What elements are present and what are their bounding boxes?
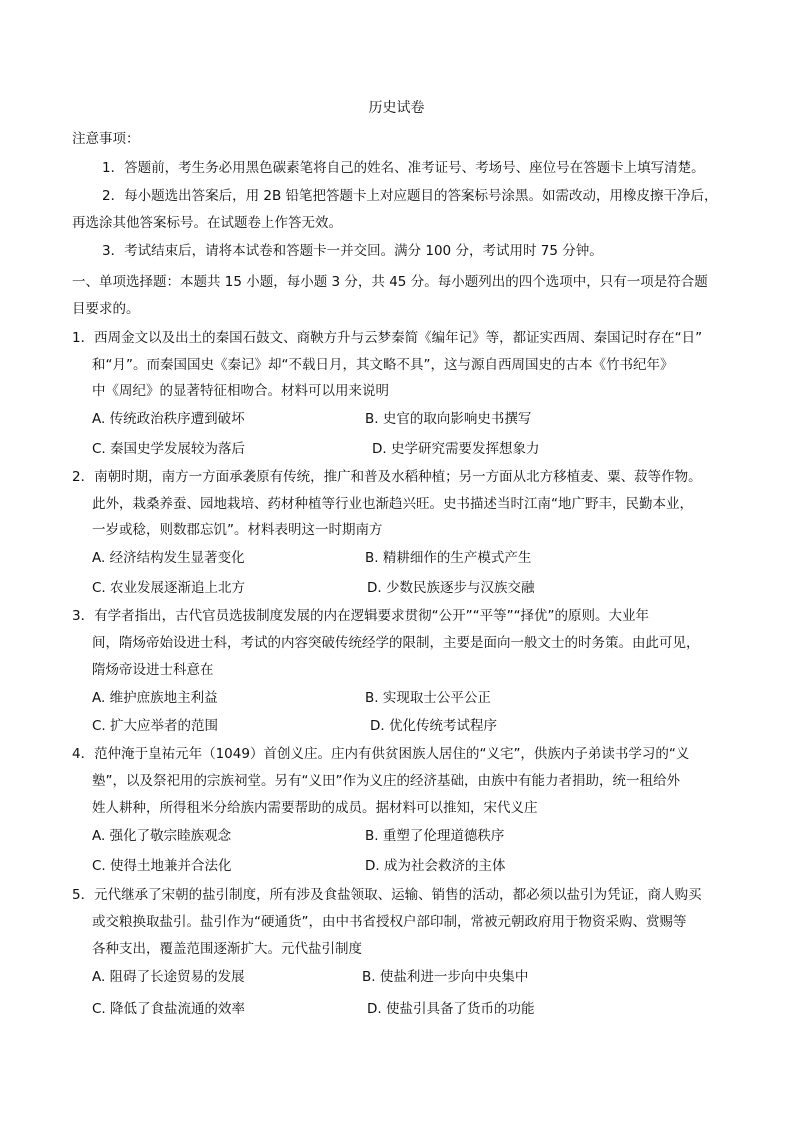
section-heading-cont: 目要求的。: [72, 301, 140, 317]
q1-stem-line-1: 1．西周金文以及出土的秦国石鼓文、商鞅方升与云梦秦简《编年记》等，都证实西周、秦国记时存在“日”: [72, 330, 703, 346]
q5-stem-line-1: 5．元代继承了宋朝的盐引制度，所有涉及食盐领取、运输、销售的活动，都必须以盐引为凭证，商人购买: [72, 887, 702, 903]
q5-option-c[interactable]: C. 降低了食盐流通的效率: [92, 1001, 246, 1017]
notice-item-2: 2．每小题选出答案后，用 2B 铅笔把答题卡上对应题目的答案标号涂黑。如需改动，用橡皮擦干净后，: [102, 188, 718, 204]
notice-item-3: 3．考试结束后，请将本试卷和答题卡一并交回。满分 100 分，考试用时 75 分钟。: [102, 243, 603, 259]
q4-option-c[interactable]: C. 使得土地兼并合法化: [92, 858, 232, 874]
q3-stem-line-1: 3．有学者指出，古代官员选拔制度发展的内在逻辑要求贯彻“公开”“平等”“择优”的原则。大业年: [72, 608, 650, 624]
q1-option-d[interactable]: D. 史学研究需要发挥想象力: [372, 441, 540, 457]
q3-option-c[interactable]: C. 扩大应举者的范围: [92, 718, 219, 734]
q1-option-a[interactable]: A. 传统政治秩序遭到破坏: [92, 411, 245, 427]
q3-stem-line-2: 间，隋炀帝始设进士科，考试的内容突破传统经学的限制，主要是面向一般文士的时务策。由此可见，: [92, 635, 700, 651]
section-heading: 一、单项选择题：本题共 15 小题，每小题 3 分，共 45 分。每小题列出的四个选项中，只有一项是符合题: [72, 274, 708, 290]
q3-option-b[interactable]: B. 实现取士公平公正: [365, 690, 491, 706]
q4-option-b[interactable]: B. 重塑了伦理道德秩序: [365, 828, 505, 844]
q1-option-b[interactable]: B. 史官的取向影响史书撰写: [365, 411, 532, 427]
q2-stem-line-3: 一岁或稔，则数郡忘饥”。材料表明这一时期南方: [92, 522, 383, 538]
page-title: 历史试卷: [368, 100, 425, 116]
q2-option-a[interactable]: A. 经济结构发生显著变化: [92, 550, 245, 566]
q2-option-c[interactable]: C. 农业发展逐渐追上北方: [92, 580, 246, 596]
q3-stem-line-3: 隋炀帝设进士科意在: [92, 662, 214, 678]
q5-option-b[interactable]: B. 使盐利进一步向中央集中: [362, 969, 529, 985]
q2-stem-line-2: 此外，栽桑养蚕、园地栽培、药材种植等行业也渐趋兴旺。史书描述当时江南“地广野丰，民勤本业，: [92, 496, 693, 512]
q4-stem-line-1: 4．范仲淹于皇祐元年（1049）首创义庄。庄内有供贫困族人居住的“义宅”，供族内子弟读书学习的“义: [72, 746, 690, 762]
q1-option-c[interactable]: C. 秦国史学发展较为落后: [92, 441, 246, 457]
q3-option-a[interactable]: A. 维护庶族地主利益: [92, 690, 218, 706]
notice-item-2-cont: 再选涂其他答案标号。在试题卷上作答无效。: [72, 215, 342, 231]
q1-stem-line-2: 和“月”。而秦国国史《秦记》却“不载日月，其文略不具”，这与源自西周国史的古本《竹书纪年》: [92, 357, 674, 373]
q2-option-b[interactable]: B. 精耕细作的生产模式产生: [365, 550, 532, 566]
q4-stem-line-3: 姓人耕种，所得租米分给族内需要帮助的成员。据材料可以推知，宋代义庄: [92, 800, 538, 816]
q2-stem-line-1: 2．南朝时期，南方一方面承袭原有传统，推广和普及水稻种植；另一方面从北方移植麦、粟、菽等作物。: [72, 469, 702, 485]
q5-stem-line-2: 或交粮换取盐引。盐引作为“硬通货”，由中书省授权户部印制，常被元朝政府用于物资采购、赏赐等: [92, 914, 687, 930]
q5-option-d[interactable]: D. 使盐引具备了货币的功能: [367, 1001, 535, 1017]
q4-stem-line-2: 塾”，以及祭祀用的宗族祠堂。另有“义田”作为义庄的经济基础，由族中有能力者捐助，统一租给外: [92, 773, 680, 789]
q2-option-d[interactable]: D. 少数民族逐步与汉族交融: [367, 580, 535, 596]
q3-option-d[interactable]: D. 优化传统考试程序: [370, 718, 497, 734]
q4-option-d[interactable]: D. 成为社会救济的主体: [365, 858, 506, 874]
q5-stem-line-3: 各种支出，覆盖范围逐渐扩大。元代盐引制度: [92, 941, 362, 957]
notice-heading: 注意事项：: [72, 131, 140, 147]
notice-item-1: 1．答题前，考生务必用黑色碳素笔将自己的姓名、准考证号、考场号、座位号在答题卡上填写清楚。: [102, 160, 705, 176]
q4-option-a[interactable]: A. 强化了敬宗睦族观念: [92, 828, 232, 844]
q5-option-a[interactable]: A. 阻碍了长途贸易的发展: [92, 969, 245, 985]
q1-stem-line-3: 中《周纪》的显著特征相吻合。材料可以用来说明: [92, 383, 389, 399]
